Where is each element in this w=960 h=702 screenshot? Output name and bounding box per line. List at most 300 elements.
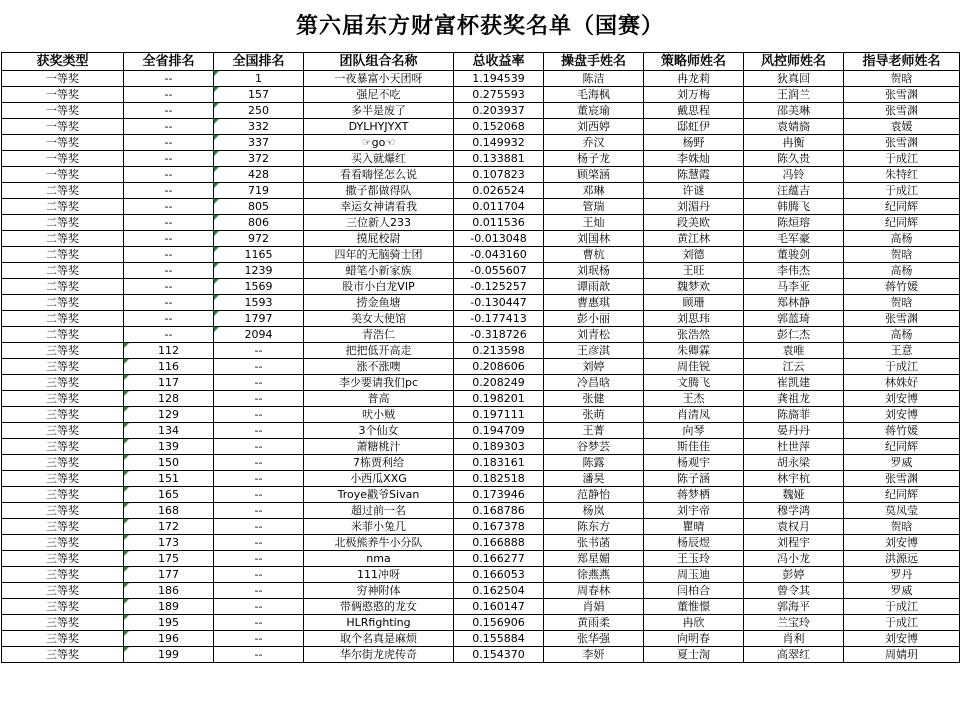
table-row xyxy=(2,343,960,359)
cell-advisor-name: 高杨 xyxy=(844,263,960,279)
cell-strategist-name: 王杰 xyxy=(644,391,744,407)
cell-trader-name: 张健 xyxy=(544,391,644,407)
table-row xyxy=(2,615,960,631)
cell-risk-name: 毛军豪 xyxy=(744,231,844,247)
cell-national-rank: 805 xyxy=(214,199,304,215)
cell-national-rank: 719 xyxy=(214,183,304,199)
table-row xyxy=(2,247,960,263)
table-row xyxy=(2,279,960,295)
cell-total-return: 0.152068 xyxy=(454,119,544,135)
cell-advisor-name: 罗丹 xyxy=(844,567,960,583)
cell-province-rank: 116 xyxy=(124,359,214,375)
cell-advisor-name: 于成江 xyxy=(844,359,960,375)
table-row xyxy=(2,423,960,439)
cell-risk-name: 穆学鸿 xyxy=(744,503,844,519)
cell-trader-name: 刘青松 xyxy=(544,327,644,343)
cell-national-rank: 806 xyxy=(214,215,304,231)
cell-national-rank: -- xyxy=(214,599,304,615)
cell-advisor-name: 张雪渊 xyxy=(844,471,960,487)
cell-team-name: HLRfighting xyxy=(304,615,454,631)
cell-province-rank: 150 xyxy=(124,455,214,471)
cell-total-return: 0.208606 xyxy=(454,359,544,375)
cell-strategist-name: 周佳锐 xyxy=(644,359,744,375)
cell-strategist-name: 魏梦欢 xyxy=(644,279,744,295)
header-award-type: 获奖类型 xyxy=(2,53,124,71)
table-row xyxy=(2,183,960,199)
cell-total-return: 0.203937 xyxy=(454,103,544,119)
cell-advisor-name: 高杨 xyxy=(844,327,960,343)
cell-national-rank: -- xyxy=(214,455,304,471)
cell-strategist-name: 刘湄丹 xyxy=(644,199,744,215)
cell-strategist-name: 顾珊 xyxy=(644,295,744,311)
cell-total-return: 0.166053 xyxy=(454,567,544,583)
cell-trader-name: 李妍 xyxy=(544,647,644,663)
cell-strategist-name: 瞿晴 xyxy=(644,519,744,535)
cell-team-name: 涨不涨噢 xyxy=(304,359,454,375)
cell-risk-name: 江云 xyxy=(744,359,844,375)
cell-province-rank: -- xyxy=(124,231,214,247)
cell-award-type: 二等奖 xyxy=(2,215,124,231)
cell-trader-name: 张华强 xyxy=(544,631,644,647)
cell-strategist-name: 刘德 xyxy=(644,247,744,263)
cell-team-name: 强尼不吃 xyxy=(304,87,454,103)
table-row xyxy=(2,631,960,647)
cell-award-type: 三等奖 xyxy=(2,503,124,519)
table-row xyxy=(2,599,960,615)
table-row xyxy=(2,647,960,663)
cell-national-rank: 428 xyxy=(214,167,304,183)
cell-advisor-name: 于成江 xyxy=(844,615,960,631)
cell-total-return: 0.166888 xyxy=(454,535,544,551)
cell-risk-name: 刘程宇 xyxy=(744,535,844,551)
cell-trader-name: 谷梦芸 xyxy=(544,439,644,455)
cell-team-name: 北极熊养牛小分队 xyxy=(304,535,454,551)
cell-team-name: 股市小白龙VIP xyxy=(304,279,454,295)
cell-strategist-name: 张浩然 xyxy=(644,327,744,343)
cell-advisor-name: 高杨 xyxy=(844,231,960,247)
cell-advisor-name: 莫凤莹 xyxy=(844,503,960,519)
cell-national-rank: -- xyxy=(214,551,304,567)
cell-team-name: 幸运女神请看我 xyxy=(304,199,454,215)
cell-team-name: 捞金鱼塘 xyxy=(304,295,454,311)
cell-trader-name: 谭雨歆 xyxy=(544,279,644,295)
cell-award-type: 一等奖 xyxy=(2,135,124,151)
cell-award-type: 一等奖 xyxy=(2,167,124,183)
cell-province-rank: 175 xyxy=(124,551,214,567)
cell-advisor-name: 贺晗 xyxy=(844,71,960,87)
cell-award-type: 一等奖 xyxy=(2,151,124,167)
table-row xyxy=(2,87,960,103)
cell-strategist-name: 戴思程 xyxy=(644,103,744,119)
cell-team-name: 一夜暴富小天团呀 xyxy=(304,71,454,87)
cell-national-rank: -- xyxy=(214,471,304,487)
cell-team-name: 7栋贾利给 xyxy=(304,455,454,471)
cell-team-name: 华尔街龙虎传奇 xyxy=(304,647,454,663)
header-advisor-name: 指导老师姓名 xyxy=(844,53,960,71)
cell-total-return: 0.182518 xyxy=(454,471,544,487)
cell-team-name: DYLHYJYXT xyxy=(304,119,454,135)
cell-total-return: 0.155884 xyxy=(454,631,544,647)
cell-risk-name: 肖利 xyxy=(744,631,844,647)
cell-risk-name: 彭婷 xyxy=(744,567,844,583)
cell-risk-name: 高翠红 xyxy=(744,647,844,663)
cell-province-rank: 186 xyxy=(124,583,214,599)
cell-total-return: 0.168786 xyxy=(454,503,544,519)
cell-strategist-name: 向明春 xyxy=(644,631,744,647)
table-row xyxy=(2,471,960,487)
cell-total-return: 0.183161 xyxy=(454,455,544,471)
cell-national-rank: 1569 xyxy=(214,279,304,295)
cell-award-type: 三等奖 xyxy=(2,359,124,375)
cell-award-type: 三等奖 xyxy=(2,471,124,487)
cell-team-name: 多半是废了 xyxy=(304,103,454,119)
header-risk-name: 风控师姓名 xyxy=(744,53,844,71)
table-row xyxy=(2,119,960,135)
cell-total-return: 0.026524 xyxy=(454,183,544,199)
cell-award-type: 三等奖 xyxy=(2,375,124,391)
cell-total-return: 0.149932 xyxy=(454,135,544,151)
cell-award-type: 二等奖 xyxy=(2,247,124,263)
cell-award-type: 三等奖 xyxy=(2,615,124,631)
cell-total-return: 0.173946 xyxy=(454,487,544,503)
cell-risk-name: 狄真回 xyxy=(744,71,844,87)
cell-award-type: 一等奖 xyxy=(2,119,124,135)
cell-national-rank: 372 xyxy=(214,151,304,167)
header-strategist-name: 策略师姓名 xyxy=(644,53,744,71)
cell-trader-name: 曹杭 xyxy=(544,247,644,263)
cell-province-rank: -- xyxy=(124,183,214,199)
cell-risk-name: 冉衡 xyxy=(744,135,844,151)
cell-trader-name: 范静怡 xyxy=(544,487,644,503)
cell-province-rank: 165 xyxy=(124,487,214,503)
cell-advisor-name: 纪同辉 xyxy=(844,199,960,215)
cell-strategist-name: 王旺 xyxy=(644,263,744,279)
cell-province-rank: 112 xyxy=(124,343,214,359)
cell-award-type: 三等奖 xyxy=(2,535,124,551)
cell-trader-name: 徐燕燕 xyxy=(544,567,644,583)
cell-trader-name: 陈东方 xyxy=(544,519,644,535)
cell-strategist-name: 刘万梅 xyxy=(644,87,744,103)
cell-team-name: 青浩仁 xyxy=(304,327,454,343)
cell-team-name: 普高 xyxy=(304,391,454,407)
table-row xyxy=(2,359,960,375)
cell-trader-name: 刘婷 xyxy=(544,359,644,375)
cell-total-return: -0.130447 xyxy=(454,295,544,311)
cell-advisor-name: 刘安博 xyxy=(844,631,960,647)
cell-risk-name: 董骏剑 xyxy=(744,247,844,263)
award-table xyxy=(1,52,960,663)
cell-risk-name: 陈旖菲 xyxy=(744,407,844,423)
cell-risk-name: 马李亚 xyxy=(744,279,844,295)
cell-trader-name: 邓琳 xyxy=(544,183,644,199)
cell-province-rank: 117 xyxy=(124,375,214,391)
cell-national-rank: -- xyxy=(214,343,304,359)
cell-award-type: 二等奖 xyxy=(2,183,124,199)
cell-trader-name: 冷昌晗 xyxy=(544,375,644,391)
cell-advisor-name: 王意 xyxy=(844,343,960,359)
cell-risk-name: 袁婧旖 xyxy=(744,119,844,135)
cell-trader-name: 张书菡 xyxy=(544,535,644,551)
table-row xyxy=(2,167,960,183)
table-row xyxy=(2,295,960,311)
cell-total-return: -0.318726 xyxy=(454,327,544,343)
cell-total-return: 0.189303 xyxy=(454,439,544,455)
cell-trader-name: 管瑞 xyxy=(544,199,644,215)
cell-award-type: 二等奖 xyxy=(2,279,124,295)
cell-strategist-name: 肖清凤 xyxy=(644,407,744,423)
cell-province-rank: 129 xyxy=(124,407,214,423)
cell-advisor-name: 于成江 xyxy=(844,183,960,199)
cell-risk-name: 冯铃 xyxy=(744,167,844,183)
cell-trader-name: 陈露 xyxy=(544,455,644,471)
cell-team-name: 把把低开高走 xyxy=(304,343,454,359)
cell-advisor-name: 于成江 xyxy=(844,599,960,615)
cell-total-return: 0.156906 xyxy=(454,615,544,631)
cell-award-type: 二等奖 xyxy=(2,327,124,343)
cell-total-return: 0.167378 xyxy=(454,519,544,535)
cell-advisor-name: 周婧玥 xyxy=(844,647,960,663)
cell-advisor-name: 林姝好 xyxy=(844,375,960,391)
cell-total-return: -0.125257 xyxy=(454,279,544,295)
cell-award-type: 三等奖 xyxy=(2,407,124,423)
cell-trader-name: 刘国林 xyxy=(544,231,644,247)
table-row xyxy=(2,263,960,279)
cell-advisor-name: 刘安博 xyxy=(844,535,960,551)
table-row xyxy=(2,103,960,119)
cell-advisor-name: 朱特红 xyxy=(844,167,960,183)
cell-risk-name: 袁权月 xyxy=(744,519,844,535)
cell-team-name: 小西瓜XXG xyxy=(304,471,454,487)
cell-total-return: 1.194539 xyxy=(454,71,544,87)
cell-total-return: -0.177413 xyxy=(454,311,544,327)
cell-province-rank: -- xyxy=(124,119,214,135)
cell-risk-name: 郭海平 xyxy=(744,599,844,615)
cell-province-rank: -- xyxy=(124,279,214,295)
cell-risk-name: 兰宝玲 xyxy=(744,615,844,631)
cell-total-return: 0.154370 xyxy=(454,647,544,663)
cell-trader-name: 潘昊 xyxy=(544,471,644,487)
cell-national-rank: 1239 xyxy=(214,263,304,279)
cell-province-rank: -- xyxy=(124,215,214,231)
cell-advisor-name: 蒋竹媛 xyxy=(844,279,960,295)
cell-total-return: 0.213598 xyxy=(454,343,544,359)
cell-advisor-name: 罗威 xyxy=(844,583,960,599)
table-row xyxy=(2,519,960,535)
cell-risk-name: 王润兰 xyxy=(744,87,844,103)
cell-risk-name: 晏丹丹 xyxy=(744,423,844,439)
cell-award-type: 一等奖 xyxy=(2,103,124,119)
cell-risk-name: 龚祖龙 xyxy=(744,391,844,407)
cell-trader-name: 杨岚 xyxy=(544,503,644,519)
cell-advisor-name: 蒋竹媛 xyxy=(844,423,960,439)
cell-strategist-name: 蒋梦栖 xyxy=(644,487,744,503)
cell-province-rank: 177 xyxy=(124,567,214,583)
cell-total-return: 0.194709 xyxy=(454,423,544,439)
cell-risk-name: 彭仁杰 xyxy=(744,327,844,343)
cell-award-type: 三等奖 xyxy=(2,343,124,359)
cell-national-rank: -- xyxy=(214,647,304,663)
cell-award-type: 三等奖 xyxy=(2,551,124,567)
cell-trader-name: 王菁 xyxy=(544,423,644,439)
cell-province-rank: -- xyxy=(124,247,214,263)
cell-total-return: 0.162504 xyxy=(454,583,544,599)
cell-award-type: 三等奖 xyxy=(2,647,124,663)
cell-total-return: 0.160147 xyxy=(454,599,544,615)
cell-team-name: 吠小贼 xyxy=(304,407,454,423)
cell-risk-name: 陈久贵 xyxy=(744,151,844,167)
table-row xyxy=(2,583,960,599)
table-row xyxy=(2,199,960,215)
table-row xyxy=(2,535,960,551)
cell-province-rank: -- xyxy=(124,295,214,311)
cell-strategist-name: 周玉迪 xyxy=(644,567,744,583)
cell-national-rank: 1593 xyxy=(214,295,304,311)
cell-trader-name: 彭小丽 xyxy=(544,311,644,327)
table-row xyxy=(2,407,960,423)
table-row xyxy=(2,487,960,503)
cell-trader-name: 肖娟 xyxy=(544,599,644,615)
header-row xyxy=(2,53,960,71)
cell-advisor-name: 刘安博 xyxy=(844,407,960,423)
cell-trader-name: 王灿 xyxy=(544,215,644,231)
cell-advisor-name: 贺晗 xyxy=(844,247,960,263)
cell-strategist-name: 朱卿霖 xyxy=(644,343,744,359)
cell-strategist-name: 段美欧 xyxy=(644,215,744,231)
cell-strategist-name: 斯佳佳 xyxy=(644,439,744,455)
cell-team-name: 111冲呀 xyxy=(304,567,454,583)
cell-total-return: 0.208249 xyxy=(454,375,544,391)
cell-strategist-name: 向琴 xyxy=(644,423,744,439)
cell-trader-name: 曹惠琪 xyxy=(544,295,644,311)
cell-province-rank: 195 xyxy=(124,615,214,631)
cell-total-return: 0.198201 xyxy=(454,391,544,407)
cell-national-rank: 337 xyxy=(214,135,304,151)
cell-strategist-name: 许谜 xyxy=(644,183,744,199)
cell-national-rank: 972 xyxy=(214,231,304,247)
cell-province-rank: 139 xyxy=(124,439,214,455)
cell-province-rank: 196 xyxy=(124,631,214,647)
cell-advisor-name: 贺晗 xyxy=(844,295,960,311)
cell-trader-name: 郑星媚 xyxy=(544,551,644,567)
cell-advisor-name: 纪同辉 xyxy=(844,215,960,231)
cell-risk-name: 崔凯建 xyxy=(744,375,844,391)
cell-award-type: 三等奖 xyxy=(2,487,124,503)
cell-award-type: 三等奖 xyxy=(2,439,124,455)
cell-total-return: -0.013048 xyxy=(454,231,544,247)
cell-risk-name: 林宇杭 xyxy=(744,471,844,487)
cell-trader-name: 毛海枫 xyxy=(544,87,644,103)
cell-risk-name: 胡永梁 xyxy=(744,455,844,471)
cell-province-rank: -- xyxy=(124,327,214,343)
cell-national-rank: 1 xyxy=(214,71,304,87)
cell-strategist-name: 王玉玲 xyxy=(644,551,744,567)
cell-risk-name: 韩腾飞 xyxy=(744,199,844,215)
cell-province-rank: 173 xyxy=(124,535,214,551)
cell-national-rank: -- xyxy=(214,583,304,599)
cell-advisor-name: 贺晗 xyxy=(844,519,960,535)
cell-province-rank: -- xyxy=(124,167,214,183)
cell-strategist-name: 董惟憬 xyxy=(644,599,744,615)
table-row xyxy=(2,551,960,567)
cell-strategist-name: 文腾飞 xyxy=(644,375,744,391)
cell-national-rank: -- xyxy=(214,359,304,375)
cell-award-type: 三等奖 xyxy=(2,583,124,599)
header-total-return: 总收益率 xyxy=(454,53,544,71)
cell-risk-name: 曾令其 xyxy=(744,583,844,599)
cell-risk-name: 郑林静 xyxy=(744,295,844,311)
cell-team-name: 摸屁校尉 xyxy=(304,231,454,247)
cell-team-name: 三位新人233 xyxy=(304,215,454,231)
cell-national-rank: 1165 xyxy=(214,247,304,263)
cell-team-name: 超过前一名 xyxy=(304,503,454,519)
cell-trader-name: 刘珉杨 xyxy=(544,263,644,279)
cell-trader-name: 杨子龙 xyxy=(544,151,644,167)
table-row xyxy=(2,391,960,407)
table-row xyxy=(2,375,960,391)
cell-advisor-name: 袁媛 xyxy=(844,119,960,135)
cell-total-return: -0.043160 xyxy=(454,247,544,263)
cell-award-type: 三等奖 xyxy=(2,519,124,535)
cell-strategist-name: 刘思玮 xyxy=(644,311,744,327)
cell-risk-name: 魏娅 xyxy=(744,487,844,503)
cell-team-name: 看看嗨怪怎么说 xyxy=(304,167,454,183)
cell-award-type: 三等奖 xyxy=(2,423,124,439)
cell-strategist-name: 黄江林 xyxy=(644,231,744,247)
cell-award-type: 二等奖 xyxy=(2,295,124,311)
cell-team-name: 萧糖桃汁 xyxy=(304,439,454,455)
cell-team-name: 买入就爆红 xyxy=(304,151,454,167)
cell-advisor-name: 张雪渊 xyxy=(844,103,960,119)
cell-total-return: 0.197111 xyxy=(454,407,544,423)
cell-total-return: 0.275593 xyxy=(454,87,544,103)
cell-trader-name: 董宸瑜 xyxy=(544,103,644,119)
table-row xyxy=(2,567,960,583)
cell-award-type: 一等奖 xyxy=(2,71,124,87)
cell-trader-name: 张萌 xyxy=(544,407,644,423)
cell-total-return: 0.011704 xyxy=(454,199,544,215)
cell-award-type: 三等奖 xyxy=(2,455,124,471)
table-row xyxy=(2,135,960,151)
cell-province-rank: -- xyxy=(124,311,214,327)
cell-risk-name: 郭蓝琦 xyxy=(744,311,844,327)
cell-team-name: 米菲小兔几 xyxy=(304,519,454,535)
table-row xyxy=(2,327,960,343)
cell-national-rank: -- xyxy=(214,519,304,535)
cell-strategist-name: 闫柏合 xyxy=(644,583,744,599)
cell-national-rank: -- xyxy=(214,487,304,503)
cell-strategist-name: 陈慧霞 xyxy=(644,167,744,183)
table-row xyxy=(2,455,960,471)
cell-award-type: 三等奖 xyxy=(2,567,124,583)
cell-province-rank: 199 xyxy=(124,647,214,663)
cell-national-rank: -- xyxy=(214,615,304,631)
table-body xyxy=(2,71,960,663)
cell-trader-name: 乔汉 xyxy=(544,135,644,151)
cell-risk-name: 李伟杰 xyxy=(744,263,844,279)
cell-national-rank: -- xyxy=(214,407,304,423)
cell-total-return: 0.133881 xyxy=(454,151,544,167)
cell-award-type: 二等奖 xyxy=(2,231,124,247)
cell-strategist-name: 杨观宇 xyxy=(644,455,744,471)
cell-trader-name: 王彦淇 xyxy=(544,343,644,359)
cell-risk-name: 冯小龙 xyxy=(744,551,844,567)
cell-national-rank: -- xyxy=(214,535,304,551)
table-row xyxy=(2,151,960,167)
cell-risk-name: 陈烜瑢 xyxy=(744,215,844,231)
cell-province-rank: 151 xyxy=(124,471,214,487)
cell-risk-name: 汪蕴吉 xyxy=(744,183,844,199)
cell-province-rank: -- xyxy=(124,87,214,103)
